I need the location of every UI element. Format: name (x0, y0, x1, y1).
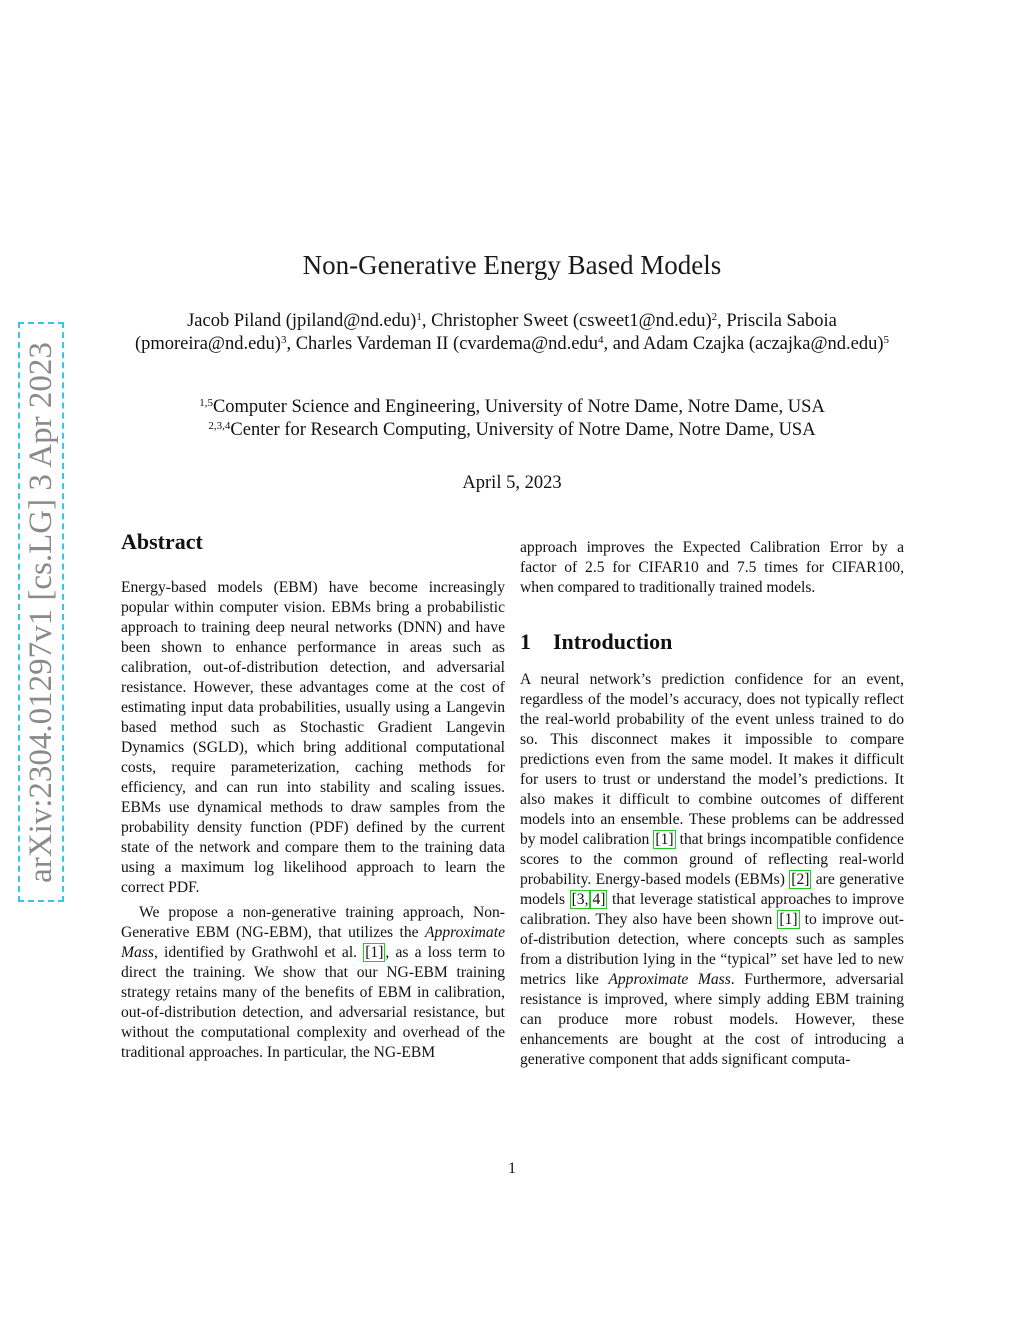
left-column (121, 529, 505, 1063)
section-heading-introduction: 1 Introduction (520, 629, 673, 654)
affiliation-2: $^{2,3,4}$Center for Research Computing, University of Notre Dame, Notre Dame, USA (208, 420, 816, 440)
abstract-continuation: approach improves the Expected Calibration Error by a factor of 2.5 for CIFAR10 and 7.5 times for CIFAR100, when compared to traditionally trained models. (520, 539, 904, 596)
introduction-paragraph: A neural network’s prediction confidence for an event, regardless of the model’s accuracy, does not typically reflect the real-world probability of the event unless trained to do so. This disconnect makes it impossible to compare predictions even from the same model. It makes it difficult for users to trust or understand the model’s predictions. It also makes it difficult to combine outcomes of different models into an ensemble. These problems can be addressed by model calibration [1] that brings incompatible confidence scores to the common ground of reflecting real-world probability. Energy-based models (EBMs) [2] are generative models [3, 4] that leverage statistical approaches to improve calibration. They also have been shown [1] to improve out-of-distribution detection, where concepts such as samples from a distribution lying in the “typical” set have led to new metrics like Approximate Mass. Furthermore, adversarial resistance is improved, where simply adding EBM training can produce more robust models. However, these enhancements are bought at the cost of introducing a generative component that adds significant computa- (520, 671, 905, 1068)
abstract-paragraph-2: We propose a non-generative training approach, Non-Generative EBM (NG-EBM), that utilizes the Approximate Mass, identified by Grathwohl et al. [1] , as a loss term to direct the training. We show that our NG-EBM training strategy retains many of the benefits of EBM in calibration, out-of-distribution detection, and adversarial resistance, but without the computational complexity and overhead of the traditional approaches. In particular, the NG-EBM (121, 904, 505, 1061)
paper-date: April 5, 2023 (462, 473, 562, 493)
citation-link[interactable]: [1] (655, 831, 674, 848)
citation-link[interactable]: [2] (791, 871, 810, 888)
affiliations (120, 396, 904, 442)
author-3: , Priscila Saboia (pmoreira@nd.edu) (134, 311, 837, 354)
author-1: Jacob Piland (jpiland@nd.edu) (187, 311, 417, 331)
author-list: Jacob Piland (jpiland@nd.edu)$^1$, Christopher Sweet (csweet1@nd.edu)$^2$, Priscila Saboia (pmoreira@nd.edu)$^3$, Charles Vardeman II (cvardema@nd.edu$^4$, and Adam Czajka (aczajka@nd.edu)$^5$ (134, 311, 890, 354)
abstract-heading: Abstract (121, 529, 203, 554)
author-2: , Christopher Sweet (csweet1@nd.edu) (421, 311, 712, 331)
citation-link[interactable]: [1] (365, 944, 384, 961)
abstract-paragraph-1: Energy-based models (EBM) have become increasingly popular within computer vision. EBMs bring a probabilistic approach to training deep neural networks (DNN) and have been shown to enhance performance in areas such as calibration, out-of-distribution detection, and adversarial resistance. However, these advantages come at the cost of estimating input data probabilities, usually using a Langevin based method such as Stochastic Gradient Langevin Dynamics (SGLD), which bring additional computational costs, require parameterization, caching methods for efficiency, and can run into stability and scaling issues. EBMs use dynamical methods to draw samples from the probability density function (PDF) defined by the current state of the network and compare them to the training data using a maximum log likelihood approach to learn the correct PDF. (121, 579, 505, 896)
citation-link[interactable]: 4] (592, 891, 606, 908)
author-5: , and Adam Czajka (aczajka@nd.edu) (603, 334, 884, 354)
paper-title: Non-Generative Energy Based Models (302, 250, 722, 280)
affiliation-1: $^{1,5}$Computer Science and Engineering, University of Notre Dame, Notre Dame, USA (199, 397, 825, 417)
author-4: , Charles Vardeman II (cvardema@nd.edu (286, 334, 598, 354)
right-column (520, 538, 904, 1070)
arxiv-stamp-text: arXiv:2304.01297v1 [cs.LG] 3 Apr 2023 (22, 341, 59, 883)
arxiv-stamp (18, 322, 64, 902)
citation-link[interactable]: [1] (779, 911, 798, 928)
citation-link[interactable]: [3, (571, 891, 589, 908)
page-number: 1 (508, 1160, 516, 1177)
